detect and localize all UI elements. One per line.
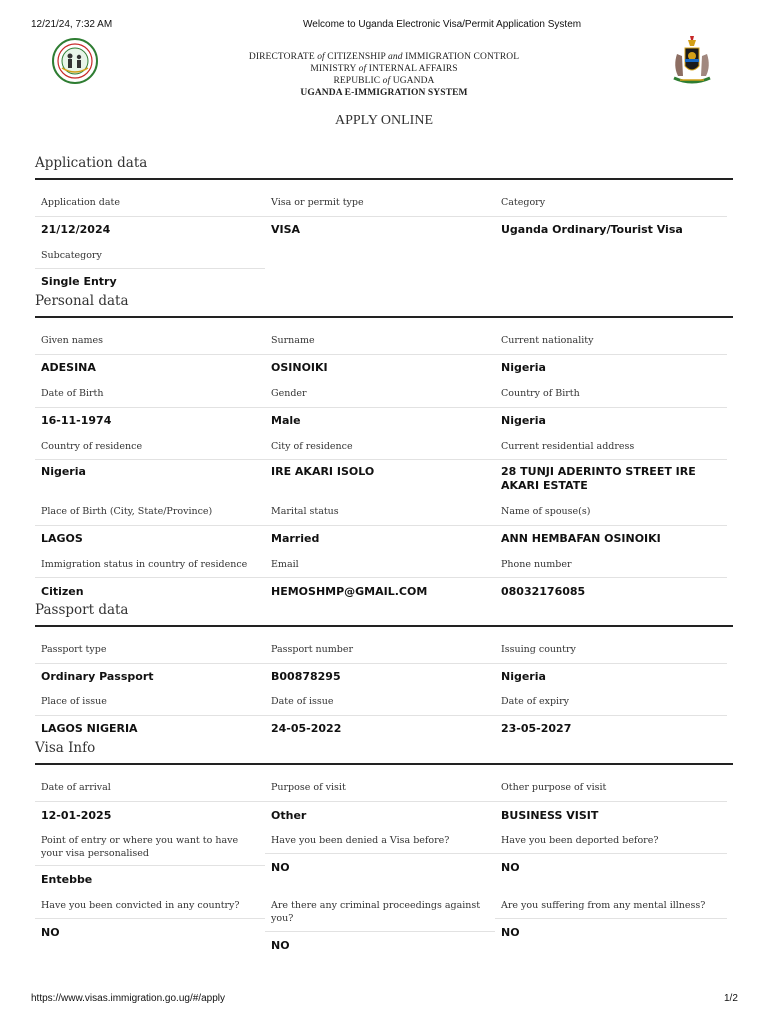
label-other-purpose: Other purpose of visit bbox=[501, 782, 607, 793]
header-system-name: UGANDA E-IMMIGRATION SYSTEM bbox=[300, 88, 468, 98]
section-title-application: Application data bbox=[35, 155, 148, 171]
label-given-names: Given names bbox=[41, 335, 104, 346]
value-criminal: NO bbox=[271, 939, 290, 952]
value-passport-number: B00878295 bbox=[271, 670, 341, 683]
value-date-of-issue: 24-05-2022 bbox=[271, 722, 342, 735]
label-criminal: Are there any criminal proceedings against you? bbox=[271, 900, 481, 924]
section-divider bbox=[35, 625, 733, 627]
print-page-number: 1/2 bbox=[724, 993, 738, 1004]
label-city-of-residence: City of residence bbox=[271, 441, 353, 452]
label-mental: Are you suffering from any mental illness? bbox=[501, 900, 706, 911]
label-country-of-residence: Country of residence bbox=[41, 441, 143, 452]
value-convicted: NO bbox=[41, 926, 60, 939]
value-country-of-residence: Nigeria bbox=[41, 465, 86, 478]
value-entry-point: Entebbe bbox=[41, 873, 93, 886]
label-entry-point: Point of entry or where you want to have your visa personalised bbox=[41, 835, 239, 859]
label-phone: Phone number bbox=[501, 559, 572, 570]
section-title-visa: Visa Info bbox=[35, 740, 96, 756]
print-url[interactable]: https://www.visas.immigration.go.ug/#/apply bbox=[31, 993, 225, 1004]
value-subcategory: Single Entry bbox=[41, 275, 117, 288]
label-visa-type: Visa or permit type bbox=[271, 197, 364, 208]
label-address: Current residential address bbox=[501, 441, 635, 452]
label-date-of-issue: Date of issue bbox=[271, 696, 334, 707]
section-title-personal: Personal data bbox=[35, 293, 129, 309]
value-mental: NO bbox=[501, 926, 520, 939]
header-directorate: DIRECTORATE of CITIZENSHIP and IMMIGRATION CONTROL bbox=[248, 52, 520, 62]
label-immigration-status: Immigration status in country of residence bbox=[41, 559, 248, 570]
label-convicted: Have you been convicted in any country? bbox=[41, 900, 240, 911]
label-gender: Gender bbox=[271, 388, 307, 399]
label-subcategory: Subcategory bbox=[41, 250, 102, 261]
value-nationality: Nigeria bbox=[501, 361, 546, 374]
label-surname: Surname bbox=[271, 335, 315, 346]
value-denied: NO bbox=[271, 861, 290, 874]
header-republic: REPUBLIC of UGANDA bbox=[333, 76, 435, 86]
label-place-of-issue: Place of issue bbox=[41, 696, 107, 707]
label-date-of-expiry: Date of expiry bbox=[501, 696, 570, 707]
value-place-of-birth: LAGOS bbox=[41, 532, 83, 545]
label-arrival: Date of arrival bbox=[41, 782, 111, 793]
print-datetime: 12/21/24, 7:32 AM bbox=[31, 19, 113, 30]
value-purpose: Other bbox=[271, 809, 307, 822]
value-given-names: ADESINA bbox=[41, 361, 96, 374]
label-passport-number: Passport number bbox=[271, 644, 354, 655]
value-marital-status: Married bbox=[271, 532, 320, 545]
value-spouse: ANN HEMBAFAN OSINOIKI bbox=[501, 532, 661, 545]
value-dob: 16-11-1974 bbox=[41, 414, 112, 427]
value-other-purpose: BUSINESS VISIT bbox=[501, 809, 599, 822]
section-title-passport: Passport data bbox=[35, 602, 129, 618]
apply-online-heading: APPLY ONLINE bbox=[334, 113, 434, 128]
label-nationality: Current nationality bbox=[501, 335, 594, 346]
value-arrival: 12-01-2025 bbox=[41, 809, 112, 822]
label-dob: Date of Birth bbox=[41, 388, 104, 399]
label-category: Category bbox=[501, 197, 546, 208]
value-application-date: 21/12/2024 bbox=[41, 223, 111, 236]
value-issuing-country: Nigeria bbox=[501, 670, 546, 683]
label-marital-status: Marital status bbox=[271, 506, 339, 517]
value-email: HEMOSHMP@GMAIL.COM bbox=[271, 585, 428, 598]
label-issuing-country: Issuing country bbox=[501, 644, 576, 655]
value-surname: OSINOIKI bbox=[271, 361, 328, 374]
value-phone: 08032176085 bbox=[501, 585, 586, 598]
label-country-of-birth: Country of Birth bbox=[501, 388, 580, 399]
label-email: Email bbox=[271, 559, 299, 570]
label-passport-type: Passport type bbox=[41, 644, 107, 655]
value-immigration-status: Citizen bbox=[41, 585, 84, 598]
label-application-date: Application date bbox=[41, 197, 120, 208]
value-category: Uganda Ordinary/Tourist Visa bbox=[501, 223, 683, 236]
value-place-of-issue: LAGOS NIGERIA bbox=[41, 722, 138, 735]
section-divider bbox=[35, 178, 733, 180]
value-passport-type: Ordinary Passport bbox=[41, 670, 154, 683]
value-gender: Male bbox=[271, 414, 301, 427]
label-place-of-birth: Place of Birth (City, State/Province) bbox=[41, 506, 213, 517]
value-city-of-residence: IRE AKARI ISOLO bbox=[271, 465, 375, 478]
label-purpose: Purpose of visit bbox=[271, 782, 346, 793]
value-country-of-birth: Nigeria bbox=[501, 414, 546, 427]
header-ministry: MINISTRY of INTERNAL AFFAIRS bbox=[310, 64, 458, 74]
label-deported: Have you been deported before? bbox=[501, 835, 659, 846]
label-spouse: Name of spouse(s) bbox=[501, 506, 591, 517]
value-deported: NO bbox=[501, 861, 520, 874]
label-denied: Have you been denied a Visa before? bbox=[271, 835, 450, 846]
value-visa-type: VISA bbox=[271, 223, 301, 236]
print-page-title: Welcome to Uganda Electronic Visa/Permit Application System bbox=[303, 19, 582, 30]
section-divider bbox=[35, 763, 733, 765]
value-address: 28 TUNJI ADERINTO STREET IRE AKARI ESTATE bbox=[501, 465, 696, 492]
section-divider bbox=[35, 316, 733, 318]
value-date-of-expiry: 23-05-2027 bbox=[501, 722, 572, 735]
